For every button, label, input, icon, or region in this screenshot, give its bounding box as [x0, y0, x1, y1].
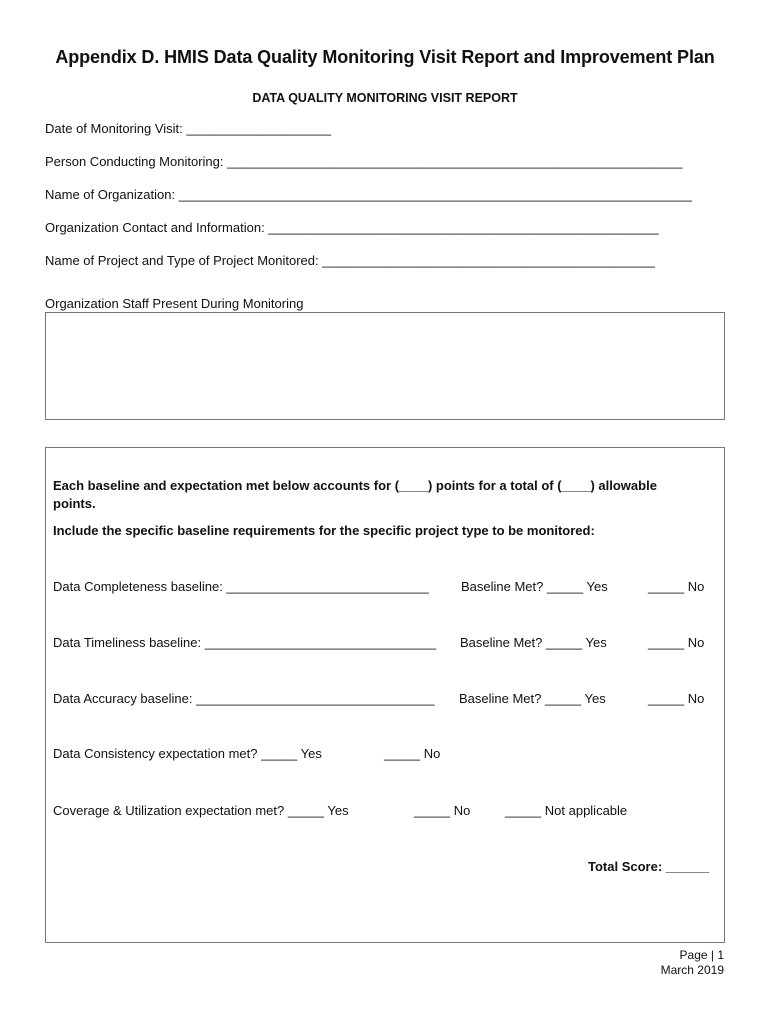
page-number: Page | 1	[679, 948, 724, 962]
person-conducting-field[interactable]: Person Conducting Monitoring: _______________________________________________________________	[45, 154, 683, 169]
completeness-met-no[interactable]: _____ No	[648, 579, 705, 594]
timeliness-met-no[interactable]: _____ No	[648, 635, 705, 650]
consistency-expectation-no[interactable]: _____ No	[384, 746, 441, 761]
accuracy-met-no[interactable]: _____ No	[648, 691, 705, 706]
total-score-field[interactable]: Total Score: ______	[588, 859, 710, 874]
coverage-not-applicable[interactable]: _____ Not applicable	[505, 803, 628, 818]
coverage-expectation-no[interactable]: _____ No	[414, 803, 471, 818]
date-of-visit-field[interactable]: Date of Monitoring Visit: ____________________	[45, 121, 331, 136]
organization-contact-field[interactable]: Organization Contact and Information: ______________________________________________________	[45, 220, 659, 235]
accuracy-met-yes[interactable]: Baseline Met? _____ Yes	[459, 691, 606, 706]
accuracy-baseline-field[interactable]: Data Accuracy baseline: _________________________________	[53, 691, 435, 706]
staff-present-textbox[interactable]	[45, 312, 725, 420]
timeliness-met-yes[interactable]: Baseline Met? _____ Yes	[460, 635, 607, 650]
report-subtitle: DATA QUALITY MONITORING VISIT REPORT	[252, 91, 518, 105]
footer-date: March 2019	[660, 963, 724, 977]
organization-name-field[interactable]: Name of Organization: _______________________________________________________________________	[45, 187, 693, 202]
scoring-intro-line1: Each baseline and expectation met below accounts for (____) points for a total of (____) allowable	[53, 478, 657, 493]
consistency-expectation-yes[interactable]: Data Consistency expectation met? _____ Yes	[53, 746, 322, 761]
coverage-expectation-yes[interactable]: Coverage & Utilization expectation met? _____ Yes	[53, 803, 349, 818]
scoring-instruction: Include the specific baseline requirements for the specific project type to be monitored:	[53, 523, 595, 538]
project-name-type-field[interactable]: Name of Project and Type of Project Monitored: ______________________________________________	[45, 253, 655, 268]
timeliness-baseline-field[interactable]: Data Timeliness baseline: ________________________________	[53, 635, 437, 650]
completeness-met-yes[interactable]: Baseline Met? _____ Yes	[461, 579, 608, 594]
page-title: Appendix D. HMIS Data Quality Monitoring Visit Report and Improvement Plan	[55, 47, 715, 67]
completeness-baseline-field[interactable]: Data Completeness baseline: ____________________________	[53, 579, 429, 594]
scoring-intro-line2: points.	[53, 496, 96, 511]
staff-present-label: Organization Staff Present During Monitoring	[45, 296, 304, 311]
